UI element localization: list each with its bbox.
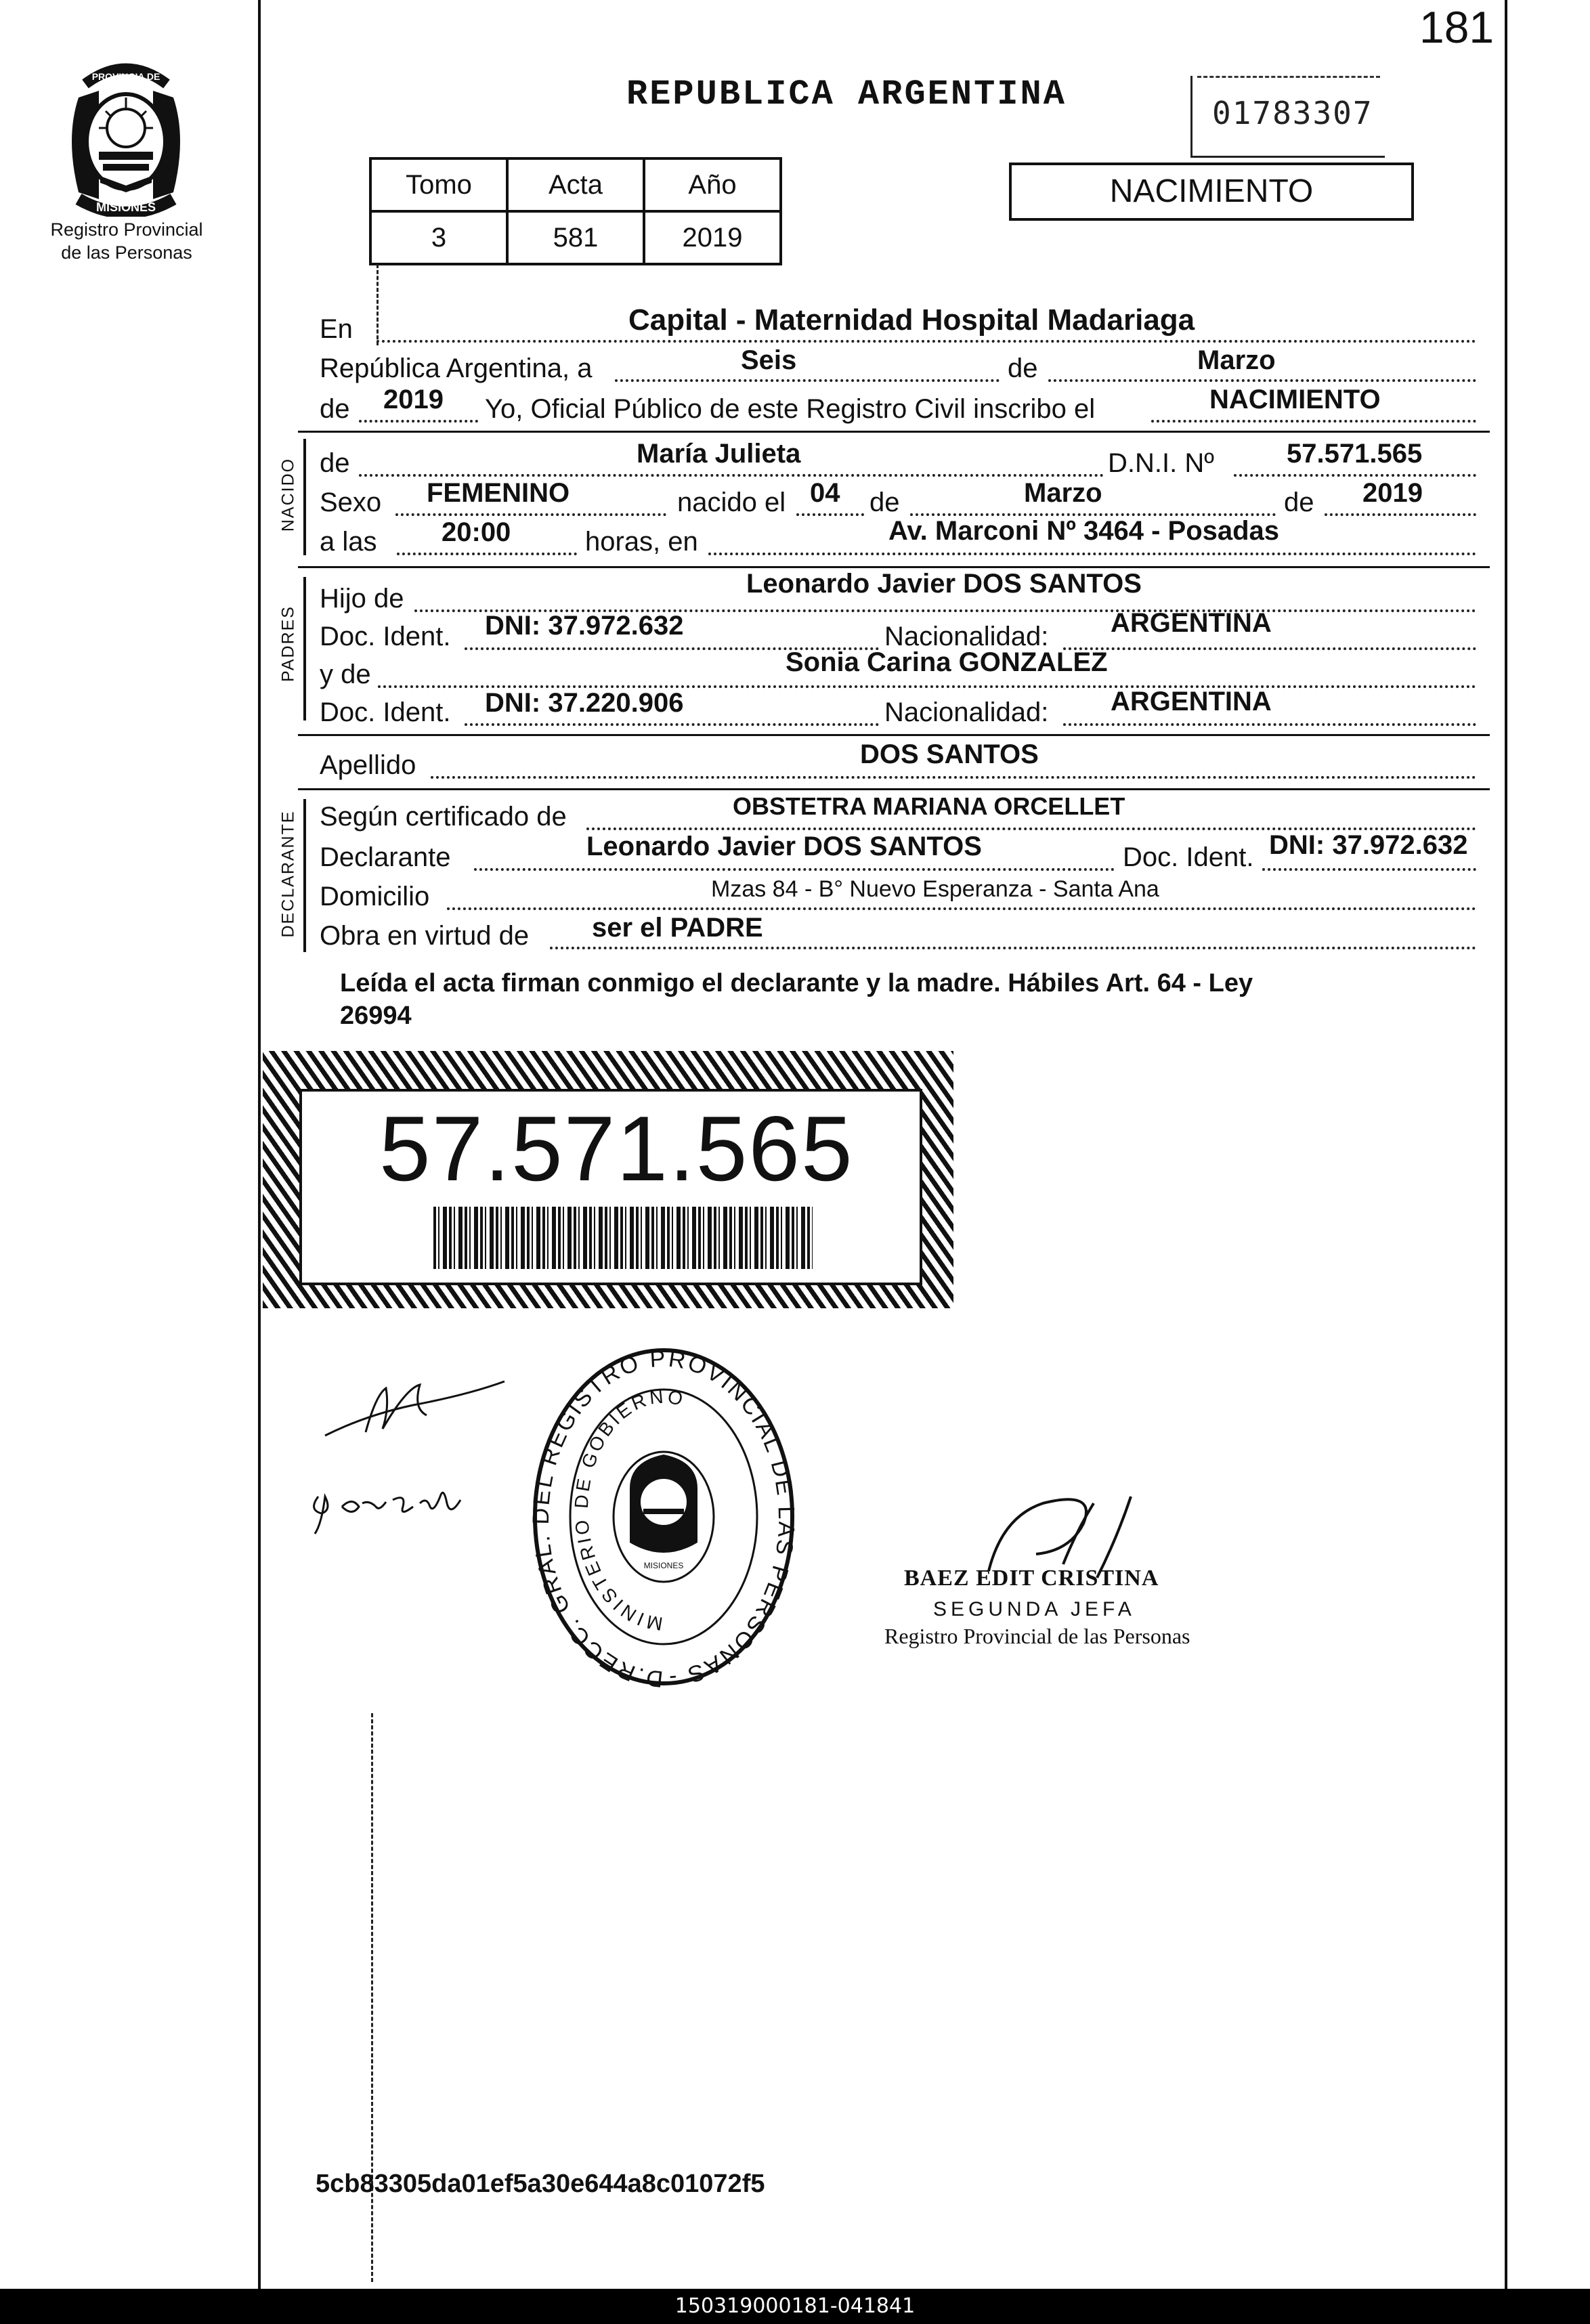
declarant-name-value: Leonardo Javier DOS SANTOS	[586, 832, 982, 861]
section-separator	[298, 431, 1490, 433]
dotted-line	[397, 553, 577, 555]
section-bracket-nacido	[303, 439, 306, 555]
registry-caption-line1: Registro Provincial	[50, 219, 203, 240]
name-prefix-label: de	[320, 448, 350, 478]
dotted-line	[1234, 474, 1476, 477]
seal-outer-text: D.RECC. GRAL. DEL REGISTRO PROVINCIAL DE LAS PERSONAS -	[528, 1346, 799, 1692]
section-label-padres: PADRES	[278, 605, 298, 682]
mother-doc-value: DNI: 37.220.906	[485, 688, 684, 718]
dni-label: D.N.I. Nº	[1108, 448, 1214, 478]
republica-label: República Argentina, a	[320, 353, 593, 383]
oficial-text: Yo, Oficial Público de este Registro Civil inscribo el	[485, 394, 1096, 424]
left-margin-line	[258, 0, 261, 2289]
birth-month-value: Marzo	[1024, 478, 1102, 508]
record-type-box: NACIMIENTO	[1009, 163, 1414, 221]
law-note	[340, 967, 1253, 1032]
place-value: Capital - Maternidad Hospital Madariaga	[628, 303, 1195, 337]
dotted-line	[796, 513, 864, 516]
address-value: Mzas 84 - B° Nuevo Esperanza - Santa Ana	[711, 876, 1159, 902]
de-label: de	[1008, 353, 1038, 383]
dni-barcode	[433, 1207, 813, 1269]
serial-number: 01783307	[1212, 95, 1373, 131]
alas-label: a las	[320, 527, 377, 557]
domicilio-label: Domicilio	[320, 882, 430, 911]
dotted-line	[1262, 868, 1476, 871]
dotted-line	[431, 776, 1476, 779]
sexo-value: FEMENINO	[427, 478, 570, 508]
birth-day-value: 04	[810, 478, 840, 508]
document-hash: 5cb83305da01ef5a30e644a8c01072f5	[316, 2170, 765, 2198]
registry-caption	[35, 218, 218, 264]
yde-label: y de	[320, 660, 371, 689]
dotted-line	[377, 340, 1476, 343]
sexo-label: Sexo	[320, 488, 382, 517]
signatory-registry: Registro Provincial de las Personas	[884, 1624, 1190, 1648]
mother-nationality-label: Nacionalidad:	[884, 697, 1049, 727]
law-note-line2: 26994	[340, 1002, 412, 1030]
page-number: 181	[1419, 2, 1495, 52]
year-label: de	[320, 394, 350, 424]
declarant-doc-value: DNI: 37.972.632	[1269, 830, 1468, 860]
seal-center-text: MISIONES	[643, 1561, 684, 1570]
section-label-nacido: NACIDO	[278, 457, 298, 532]
table-header-row	[370, 158, 781, 211]
mother-doc-label: Doc. Ident.	[320, 697, 451, 727]
apellido-label: Apellido	[320, 750, 416, 780]
birth-de1-label: de	[869, 488, 900, 517]
month-value: Marzo	[1197, 345, 1276, 375]
father-doc-value: DNI: 37.972.632	[485, 611, 684, 641]
signatory-role: SEGUNDA JEFA	[933, 1598, 1136, 1620]
inscribe-type-value: NACIMIENTO	[1209, 385, 1381, 414]
right-margin-line	[1505, 0, 1507, 2289]
law-note-line1: Leída el acta firman conmigo el declarante y la madre. Hábiles Art. 64 - Ley	[340, 969, 1253, 997]
binder-dash-line-top	[377, 264, 379, 345]
declarant-doc-label: Doc. Ident.	[1123, 842, 1254, 872]
nacido-label: nacido el	[677, 488, 786, 517]
section-label-declarante: DECLARANTE	[278, 810, 298, 938]
mother-name-value: Sonia Carina GONZALEZ	[786, 647, 1108, 677]
official-seal	[528, 1339, 799, 1692]
seal-inner-text: MINISTERIO DE GOBIERNO	[570, 1385, 687, 1635]
segun-label: Según certificado de	[320, 802, 567, 832]
dotted-line	[465, 723, 879, 726]
dotted-line	[1063, 723, 1476, 726]
birth-de2-label: de	[1284, 488, 1314, 517]
handwritten-signature	[311, 1368, 515, 1449]
dni-stamp-number: 57.571.565	[379, 1097, 854, 1200]
country-title: REPUBLICA ARGENTINA	[626, 74, 1067, 114]
father-name-value: Leonardo Javier DOS SANTOS	[746, 569, 1142, 599]
dotted-line	[359, 474, 1104, 477]
mother-nationality-value: ARGENTINA	[1111, 687, 1272, 716]
certificate-by-value: OBSTETRA MARIANA ORCELLET	[733, 792, 1125, 820]
section-bracket-padres	[303, 577, 306, 720]
handwritten-note	[305, 1469, 481, 1537]
dotted-line	[395, 513, 666, 516]
father-doc-label: Doc. Ident.	[320, 622, 451, 651]
table-value-tomo: 3	[370, 211, 507, 264]
dotted-line	[1325, 513, 1476, 516]
record-reference-table	[369, 157, 782, 265]
obra-value: ser el PADRE	[592, 913, 763, 943]
footer-code-bar: 150319000181-041841	[0, 2289, 1590, 2324]
logo-text-top: PROVINCIA DE	[91, 71, 160, 82]
table-value-row	[370, 211, 781, 264]
birth-time-value: 20:00	[442, 517, 511, 547]
obra-label: Obra en virtud de	[320, 921, 530, 951]
section-separator	[298, 734, 1490, 736]
table-header-anio: Año	[644, 158, 781, 211]
section-bracket-declarante	[303, 799, 306, 952]
child-name-value: María Julieta	[637, 439, 801, 469]
dotted-line	[1063, 647, 1476, 650]
section-separator	[298, 566, 1490, 568]
declarante-label: Declarante	[320, 842, 451, 872]
birth-year-value: 2019	[1362, 478, 1423, 508]
registry-caption-line2: de las Personas	[61, 242, 192, 263]
hijo-label: Hijo de	[320, 584, 404, 614]
dotted-line	[615, 379, 1000, 382]
dni-value: 57.571.565	[1287, 439, 1423, 469]
birth-place-value: Av. Marconi Nº 3464 - Posadas	[888, 516, 1280, 546]
misiones-coat-of-arms-logo	[58, 57, 194, 217]
dotted-line	[447, 907, 1476, 910]
signatory-name: BAEZ EDIT CRISTINA	[904, 1566, 1159, 1591]
father-nationality-label: Nacionalidad:	[884, 622, 1049, 651]
table-value-anio: 2019	[644, 211, 781, 264]
dotted-line	[708, 553, 1476, 555]
dotted-line	[1151, 420, 1476, 423]
surname-value: DOS SANTOS	[860, 739, 1039, 769]
en-label: En	[320, 314, 353, 344]
dotted-line	[474, 868, 1115, 871]
dotted-line	[550, 947, 1476, 949]
table-header-tomo: Tomo	[370, 158, 507, 211]
table-value-acta: 581	[507, 211, 644, 264]
day-words-value: Seis	[741, 345, 797, 375]
section-separator	[298, 788, 1490, 790]
father-nationality-value: ARGENTINA	[1111, 608, 1272, 638]
year-value: 2019	[383, 385, 444, 414]
table-header-acta: Acta	[507, 158, 644, 211]
logo-text-bottom: MISIONES	[95, 200, 156, 214]
dotted-line	[1048, 379, 1476, 382]
horas-label: horas, en	[585, 527, 698, 557]
dotted-line	[359, 420, 478, 423]
